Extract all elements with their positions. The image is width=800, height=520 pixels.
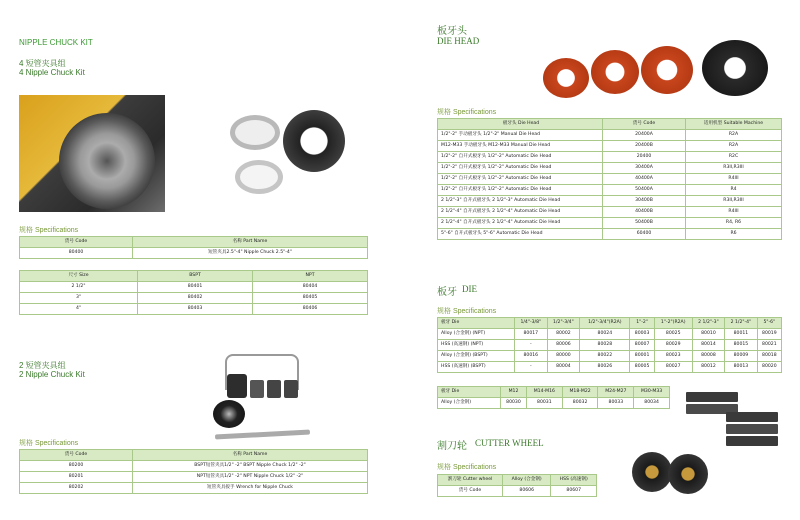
cell: BSPT短管夹具1/2" -2" BSPT Nipple Chuck 1/2" -2"	[133, 461, 368, 472]
cell: 80005	[630, 362, 654, 373]
cell: 80003	[630, 329, 654, 340]
col-code: 货号 Code	[20, 237, 133, 248]
cell: 3"	[20, 293, 138, 304]
col-size: 2 1/2"-3"	[692, 318, 724, 329]
cell: 80034	[634, 398, 670, 409]
cell: 货号 Code	[438, 486, 503, 497]
cell: 短管夹具扳手 Wrench for Nipple Chuck	[133, 483, 368, 494]
cell: 20400	[603, 152, 686, 163]
cell: 80202	[20, 483, 133, 494]
col-size: M14-M16	[526, 387, 562, 398]
cell: 2 1/2"	[20, 282, 138, 293]
cell: 短管夹具2.5"-4" Nipple Chuck 2.5"-4"	[133, 248, 368, 259]
kit2-title-cn: 2 短管夹具组	[19, 361, 66, 370]
die-head-title-cn: 板牙头	[437, 26, 467, 37]
spec-label-2: 规格 Specifications	[19, 440, 79, 447]
table-row	[20, 248, 368, 259]
kit4-size-table	[19, 270, 368, 315]
cell: Alloy (合金钢) (NPT)	[438, 329, 515, 340]
cell: 80030	[501, 398, 527, 409]
cell: 80025	[654, 329, 692, 340]
cell: R6	[686, 229, 782, 240]
col-size: M24-M27	[598, 387, 634, 398]
cell: M12-M33 手动板牙头 M12-M33 Manual Die Head	[438, 141, 603, 152]
cell: 80022	[580, 351, 630, 362]
col-size: 1/2"-3/4"	[547, 318, 580, 329]
cell: 80006	[547, 340, 580, 351]
cell: 80013	[725, 362, 757, 373]
cell: 80002	[547, 329, 580, 340]
die-head-dark-photo	[700, 34, 772, 98]
cell: 1/2"-2" 自开式板牙头 1/2"-2" Automatic Die Head	[438, 163, 603, 174]
cell: 20400A	[603, 130, 686, 141]
cell: 80028	[580, 340, 630, 351]
kit2-parts-photo	[205, 352, 325, 442]
cell: 80026	[580, 362, 630, 373]
col-bspt: BSPT	[138, 271, 253, 282]
cell: 2 1/2"-4" 自开式板牙头 2 1/2"-4" Automatic Die Head	[438, 207, 603, 218]
cell: Alloy (合金钢)	[438, 398, 501, 409]
cell: 1/2"-2" 自开式板牙头 1/2"-2" Automatic Die Head	[438, 185, 603, 196]
cell: 80012	[692, 362, 724, 373]
col-die: 板牙 Die	[438, 387, 501, 398]
cell: 80400	[20, 248, 133, 259]
cell: NPT短管夹具1/2" -2" NPT Nipple Chuck 1/2" -2"	[133, 472, 368, 483]
table-row	[438, 486, 597, 497]
cell: 2 1/2"-4" 自开式板牙头 2 1/2"-4" Automatic Die Head	[438, 218, 603, 229]
cell: 20400B	[603, 141, 686, 152]
cell: 5"-6" 自开式板牙头 5"-6" Automatic Die Head	[438, 229, 603, 240]
die-head-table	[437, 118, 782, 240]
cell: 80402	[138, 293, 253, 304]
table-row	[438, 329, 782, 340]
die-head-photo	[543, 28, 693, 104]
cell: 80014	[692, 340, 724, 351]
die-table	[437, 317, 782, 373]
col-size: 2 1/2"-4"	[725, 318, 757, 329]
metric-die-table	[437, 386, 670, 409]
cell: 80001	[630, 351, 654, 362]
cell: 80401	[138, 282, 253, 293]
col-size: M18-M22	[562, 387, 598, 398]
table-row	[20, 304, 368, 315]
table-row	[438, 152, 782, 163]
cell: 80403	[138, 304, 253, 315]
table-row	[20, 472, 368, 483]
cutter-title-en: CUTTER WHEEL	[475, 438, 544, 448]
col-code: 货号 Code	[20, 450, 133, 461]
cell: 50400A	[603, 185, 686, 196]
cell: 80010	[692, 329, 724, 340]
cutter-table	[437, 474, 597, 497]
cell: 2 1/2"-3" 自开式板牙头 2 1/2"-3" Automatic Die Head	[438, 196, 603, 207]
cell: 80033	[598, 398, 634, 409]
col-die: 板牙 Die	[438, 318, 515, 329]
cell: 40400A	[603, 174, 686, 185]
die-title-cn: 板牙	[437, 287, 457, 298]
table-row	[438, 351, 782, 362]
cell: 80032	[562, 398, 598, 409]
nipple-chuck-photo	[19, 95, 165, 212]
spec-label-4: 规格 Specifications	[437, 308, 497, 315]
cell: 80009	[725, 351, 757, 362]
cell: R4III	[686, 174, 782, 185]
cell: 80405	[253, 293, 368, 304]
cell: 80029	[654, 340, 692, 351]
die-head-title-en: DIE HEAD	[437, 36, 480, 46]
spec-label-3: 规格 Specifications	[437, 109, 497, 116]
kit2-title-en: 2 Nipple Chuck Kit	[19, 370, 85, 379]
col-size: 1"-2"(R2A)	[654, 318, 692, 329]
col-size: M30-M33	[634, 387, 670, 398]
table-row	[438, 398, 670, 409]
cell: 4"	[20, 304, 138, 315]
die-blocks-photo	[682, 388, 782, 448]
cell: 50400B	[603, 218, 686, 229]
table-row	[20, 483, 368, 494]
table-row	[20, 461, 368, 472]
cell: 80027	[654, 362, 692, 373]
cell: 1/2"-2" 自开式板牙头 1/2"-2" Automatic Die Head	[438, 174, 603, 185]
cell: 80016	[515, 351, 548, 362]
cutter-wheel-photo	[630, 450, 710, 500]
cell: R3II,R3III	[686, 163, 782, 174]
cell: 80201	[20, 472, 133, 483]
col-part-name: 名称 Part Name	[133, 450, 368, 461]
col-size: 1/2"-3/4"(R2A)	[580, 318, 630, 329]
cell: R3II,R3III	[686, 196, 782, 207]
cell: 80031	[526, 398, 562, 409]
cell: HSS (高速钢) (BSPT)	[438, 362, 515, 373]
cell: 80021	[757, 340, 781, 351]
table-row	[438, 229, 782, 240]
cell: 80017	[515, 329, 548, 340]
cell: R2A	[686, 141, 782, 152]
col-npt: NPT	[253, 271, 368, 282]
spec-label-1: 规格 Specifications	[19, 227, 79, 234]
cell: 80024	[580, 329, 630, 340]
cell: R2A	[686, 130, 782, 141]
nipple-chuck-kit-title: NIPPLE CHUCK KIT	[19, 38, 93, 47]
table-row	[438, 163, 782, 174]
table-row	[438, 362, 782, 373]
table-row	[438, 141, 782, 152]
col-hss: HSS (高速钢)	[551, 475, 597, 486]
cell: 80015	[725, 340, 757, 351]
col-size: M12	[501, 387, 527, 398]
cutter-title-cn: 割刀轮	[437, 441, 467, 452]
col-code: 货号 Code	[603, 119, 686, 130]
cell: R4	[686, 185, 782, 196]
table-row	[438, 196, 782, 207]
cell: 80404	[253, 282, 368, 293]
table-row	[438, 174, 782, 185]
cell: -	[515, 362, 548, 373]
col-alloy: Alloy (合金钢)	[503, 475, 551, 486]
die-title-en: DIE	[462, 284, 477, 294]
cell: R4, R6	[686, 218, 782, 229]
col-size: 1"-2"	[630, 318, 654, 329]
cell: 40400B	[603, 207, 686, 218]
table-row	[20, 282, 368, 293]
table-row	[438, 340, 782, 351]
col-size: 5"-6"	[757, 318, 781, 329]
cell: 30400B	[603, 196, 686, 207]
table-row	[438, 185, 782, 196]
cell: 80019	[757, 329, 781, 340]
table-row	[438, 207, 782, 218]
col-die-head: 板牙头 Die Head	[438, 119, 603, 130]
spec-label-5: 规格 Specifications	[437, 464, 497, 471]
cell: 80004	[547, 362, 580, 373]
cell: 80000	[547, 351, 580, 362]
table-row	[438, 218, 782, 229]
cell: 80011	[725, 329, 757, 340]
table-row	[20, 293, 368, 304]
cell: 1/2"-2" 自开式板牙头 1/2"-2" Automatic Die Head	[438, 152, 603, 163]
col-cutter: 割刀轮 Cutter wheel	[438, 475, 503, 486]
cell: 80406	[253, 304, 368, 315]
cell: 80018	[757, 351, 781, 362]
table-row	[438, 130, 782, 141]
cell: 80607	[551, 486, 597, 497]
cell: 30400A	[603, 163, 686, 174]
kit4-code-table	[19, 236, 368, 259]
cell: R2C	[686, 152, 782, 163]
cell: -	[515, 340, 548, 351]
cell: 60400	[603, 229, 686, 240]
kit4-title-en: 4 Nipple Chuck Kit	[19, 68, 85, 77]
col-machine: 适用机型 Suitable Machine	[686, 119, 782, 130]
cell: 80606	[503, 486, 551, 497]
cell: Alloy (合金钢) (BSPT)	[438, 351, 515, 362]
cell: 80007	[630, 340, 654, 351]
cell: 80023	[654, 351, 692, 362]
cell: R4III	[686, 207, 782, 218]
cell: 1/2"-2" 手动板牙头 1/2"-2" Manual Die Head	[438, 130, 603, 141]
cell: 80020	[757, 362, 781, 373]
cell: 80008	[692, 351, 724, 362]
chuck-parts-photo	[225, 105, 355, 215]
kit2-code-table	[19, 449, 368, 494]
cell: HSS (高速钢) (NPT)	[438, 340, 515, 351]
col-part-name: 名称 Part Name	[133, 237, 368, 248]
cell: 80200	[20, 461, 133, 472]
kit4-title-cn: 4 短管夹具组	[19, 59, 66, 68]
col-size: 1/4"-3/8"	[515, 318, 548, 329]
col-size: 尺寸 Size	[20, 271, 138, 282]
